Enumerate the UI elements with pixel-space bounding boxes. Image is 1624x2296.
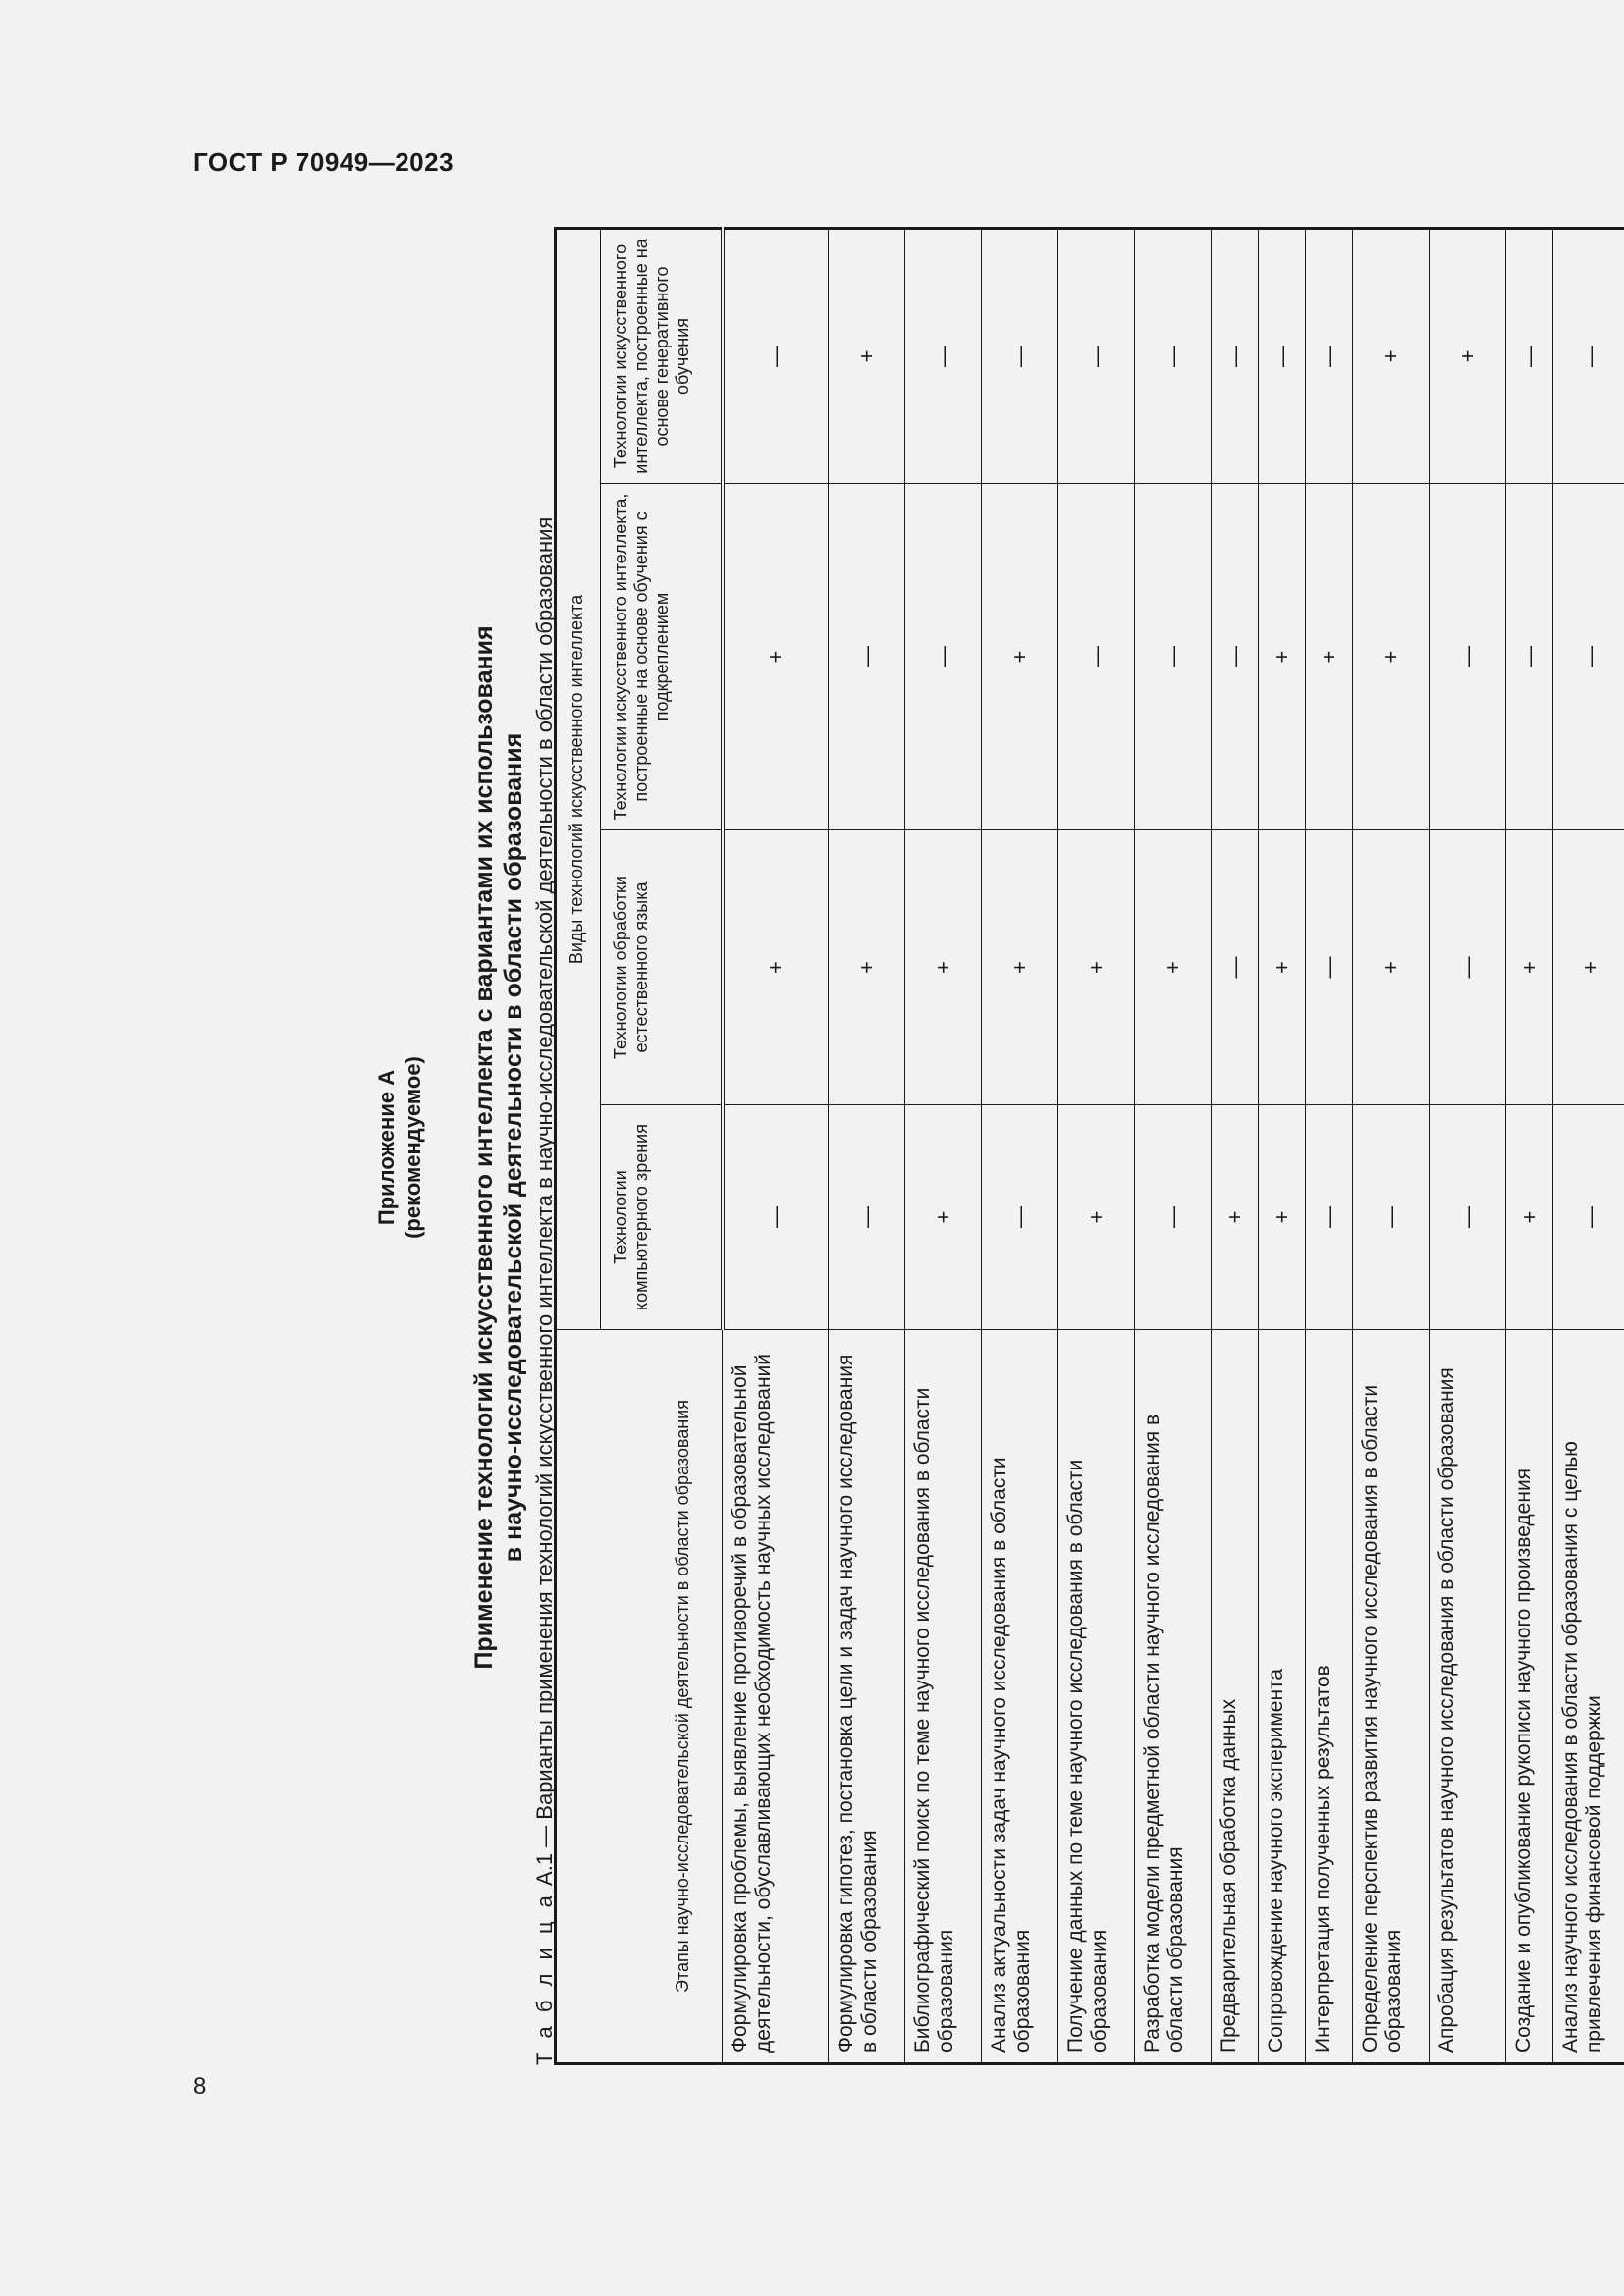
stage-cell: Разработка модели предметной области научного исследования в области образования <box>1135 1330 1212 2064</box>
table-row <box>905 228 982 2063</box>
appendix-title: Приложение А <box>374 1069 399 1226</box>
applicability-mark: + <box>982 484 1058 830</box>
applicability-mark: — <box>1430 830 1506 1105</box>
applicability-mark: + <box>723 830 829 1105</box>
table-row <box>982 228 1058 2063</box>
applicability-mark: — <box>982 228 1058 483</box>
technology-group-header: Виды технологий искусственного интеллекта <box>556 228 601 1329</box>
table-caption-prefix: Т а б л и ц а <box>532 1892 557 2065</box>
applicability-mark: + <box>905 830 982 1105</box>
applicability-mark: — <box>1430 1105 1506 1330</box>
document-title-line2: в научно-исследовательской деятельности в области образования <box>500 732 527 1563</box>
applicability-mark: — <box>1135 1105 1212 1330</box>
table-row <box>1430 228 1506 2063</box>
applicability-mark: + <box>829 830 905 1105</box>
stage-cell: Интерпретация полученных результатов <box>1306 1330 1353 2064</box>
stage-cell: Анализ научного исследования в области образования с целью привлечения финансовой поддержки <box>1553 1330 1624 2064</box>
applicability-mark: + <box>1353 228 1430 483</box>
applicability-mark: + <box>1306 484 1353 830</box>
table-row <box>723 228 829 2063</box>
appendix-heading <box>373 230 426 2065</box>
column-header-generative-learning: Технологии искусственного интеллекта, построенные на основе генеративного обучения <box>601 228 723 483</box>
applicability-mark: + <box>1506 1105 1553 1330</box>
applicability-mark: + <box>1212 1105 1259 1330</box>
applicability-mark: — <box>1306 830 1353 1105</box>
applicability-mark: — <box>982 1105 1058 1330</box>
applicability-mark: — <box>1506 484 1553 830</box>
rotated-page-content <box>373 230 1605 2065</box>
applicability-mark: + <box>1259 830 1306 1105</box>
column-header-computer-vision: Технологии компьютерного зрения <box>601 1105 723 1330</box>
table-row <box>1212 228 1259 2063</box>
stage-cell: Апробация результатов научного исследования в области образования <box>1430 1330 1506 2064</box>
table-row <box>1506 228 1553 2063</box>
stage-cell: Формулировка проблемы, выявление противоречий в образовательной деятельности, обуславливающих необходимость научных исследований <box>723 1330 829 2064</box>
applicability-mark: — <box>829 484 905 830</box>
stage-cell: Формулировка гипотез, постановка цели и задач научного исследования в области образования <box>829 1330 905 2064</box>
applicability-mark: — <box>905 484 982 830</box>
standard-code: ГОСТ Р 70949—2023 <box>193 147 455 177</box>
stage-cell: Анализ актуальности задач научного исследования в области образования <box>982 1330 1058 2064</box>
applicability-mark: + <box>905 1105 982 1330</box>
applicability-mark: + <box>1553 830 1624 1105</box>
table-row <box>1553 228 1624 2063</box>
applicability-mark: — <box>1135 484 1212 830</box>
applicability-mark: — <box>1553 228 1624 483</box>
applicability-mark: — <box>1306 1105 1353 1330</box>
stage-cell: Сопровождение научного эксперимента <box>1259 1330 1306 2064</box>
column-header-reinforcement-learning: Технологии искусственного интеллекта, построенные на основе обучения с подкреплением <box>601 484 723 830</box>
applicability-mark: + <box>1135 830 1212 1105</box>
applicability-mark: — <box>1553 1105 1624 1330</box>
applicability-mark: — <box>1353 1105 1430 1330</box>
applicability-mark: — <box>1553 484 1624 830</box>
stage-cell: Предварительная обработка данных <box>1212 1330 1259 2064</box>
applicability-mark: + <box>982 830 1058 1105</box>
document-title <box>469 230 528 2065</box>
applicability-mark: — <box>723 1105 829 1330</box>
appendix-status: (рекомендуемое) <box>401 1056 425 1239</box>
applicability-mark: — <box>723 228 829 483</box>
applicability-mark: — <box>905 228 982 483</box>
applicability-mark: + <box>1506 830 1553 1105</box>
applicability-mark: — <box>1306 228 1353 483</box>
table-row <box>1058 228 1135 2063</box>
applicability-mark: + <box>1058 1105 1135 1330</box>
applicability-mark: — <box>829 1105 905 1330</box>
applicability-mark: + <box>1430 228 1506 483</box>
page-number: 8 <box>193 2073 207 2100</box>
applicability-mark: — <box>1212 228 1259 483</box>
applicability-mark: — <box>1135 228 1212 483</box>
applicability-mark: — <box>1212 830 1259 1105</box>
applicability-mark: + <box>1259 484 1306 830</box>
ai-technologies-table <box>554 227 1624 2065</box>
table-row <box>1259 228 1306 2063</box>
applicability-mark: + <box>1353 484 1430 830</box>
applicability-mark: + <box>723 484 829 830</box>
stage-cell: Создание и опубликование рукописи научного произведения <box>1506 1330 1553 2064</box>
applicability-mark: — <box>1058 484 1135 830</box>
stage-cell: Определение перспектив развития научного исследования в области образования <box>1353 1330 1430 2064</box>
document-title-line1: Применение технологий искусственного интеллекта с вариантами их использования <box>470 625 498 1670</box>
applicability-mark: — <box>1506 228 1553 483</box>
table-caption-text: А.1 — Варианты применения технологий искусственного интеллекта в научно-исследовательской деятельности в области образования <box>532 516 557 1886</box>
applicability-mark: — <box>1430 484 1506 830</box>
applicability-mark: + <box>1259 1105 1306 1330</box>
table-row <box>1353 228 1430 2063</box>
column-header-nlp: Технологии обработки естественного языка <box>601 830 723 1105</box>
stage-cell: Получение данных по теме научного исследования в области образования <box>1058 1330 1135 2064</box>
table-row <box>1135 228 1212 2063</box>
applicability-mark: — <box>1259 228 1306 483</box>
applicability-mark: + <box>1058 830 1135 1105</box>
applicability-mark: — <box>1212 484 1259 830</box>
applicability-mark: — <box>1058 228 1135 483</box>
stage-cell: Библиографический поиск по теме научного исследования в области образования <box>905 1330 982 2064</box>
table-row <box>829 228 905 2063</box>
applicability-mark: + <box>1353 830 1430 1105</box>
stage-column-header: Этапы научно-исследовательской деятельности в области образования <box>556 1330 723 2064</box>
applicability-mark: + <box>829 228 905 483</box>
table-row <box>1306 228 1353 2063</box>
